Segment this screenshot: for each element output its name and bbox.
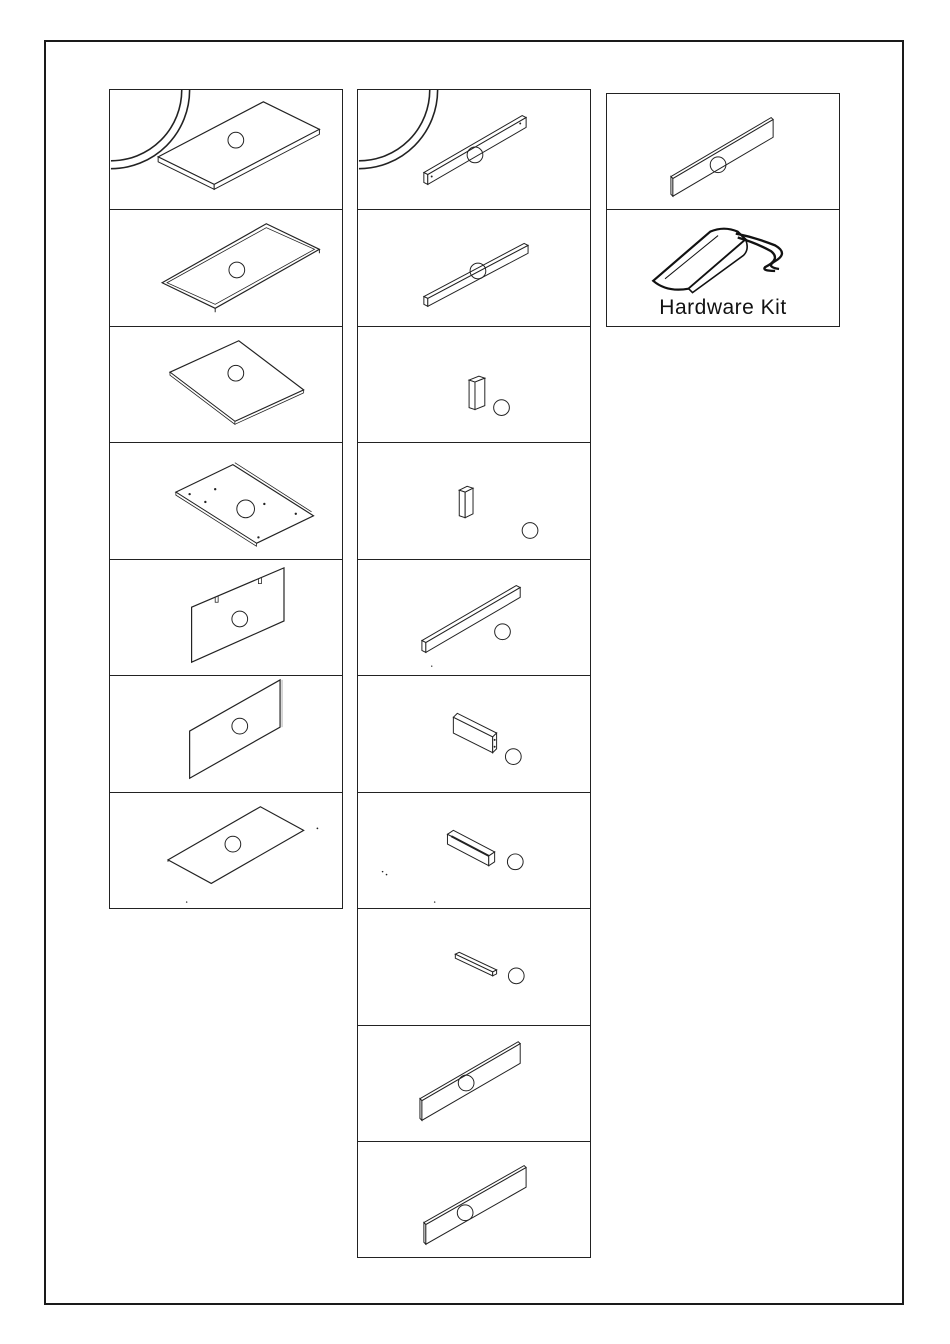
plain-board-drawing (110, 327, 342, 442)
part-cell-plain-board (109, 326, 343, 443)
long-strip-drawing (358, 560, 590, 675)
small-brace-drawing (358, 676, 590, 792)
back-panel-drawing (110, 793, 342, 908)
small-strip-drawing (358, 909, 590, 1025)
part-cell-short-leg-2 (357, 442, 591, 560)
part-cell-frame (109, 209, 343, 327)
short-leg-1-drawing (358, 327, 590, 442)
frame-drawing (110, 210, 342, 326)
part-cell-small-strip (357, 908, 591, 1026)
hardware-kit-label: Hardware Kit (659, 296, 787, 319)
part-cell-hardware-kit (606, 209, 840, 327)
part-cell-small-brace (357, 675, 591, 793)
small-channel-drawing (358, 793, 590, 908)
short-leg-2-drawing (358, 443, 590, 559)
long-board-2-drawing (358, 1142, 590, 1257)
part-cell-long-rail (357, 209, 591, 327)
part-cell-panel-top (109, 89, 343, 210)
part-cell-rail-holes (357, 89, 591, 210)
part-cell-drilled-board (109, 442, 343, 560)
panel-top-drawing (110, 90, 342, 209)
notched-panel-drawing (110, 560, 342, 675)
part-cell-back-panel (109, 792, 343, 909)
rail-holes-drawing (358, 90, 590, 209)
long-board-1-drawing (358, 1026, 590, 1141)
side-panel-drawing (110, 676, 342, 792)
part-cell-right-long-board (606, 93, 840, 210)
part-cell-long-board-2 (357, 1141, 591, 1258)
part-cell-short-leg-1 (357, 326, 591, 443)
part-cell-side-panel (109, 675, 343, 793)
right-long-board-drawing (607, 94, 839, 209)
part-cell-long-board-1 (357, 1025, 591, 1142)
part-cell-notched-panel (109, 559, 343, 676)
part-cell-small-channel (357, 792, 591, 909)
part-cell-long-strip (357, 559, 591, 676)
long-rail-drawing (358, 210, 590, 326)
drilled-board-drawing (110, 443, 342, 559)
